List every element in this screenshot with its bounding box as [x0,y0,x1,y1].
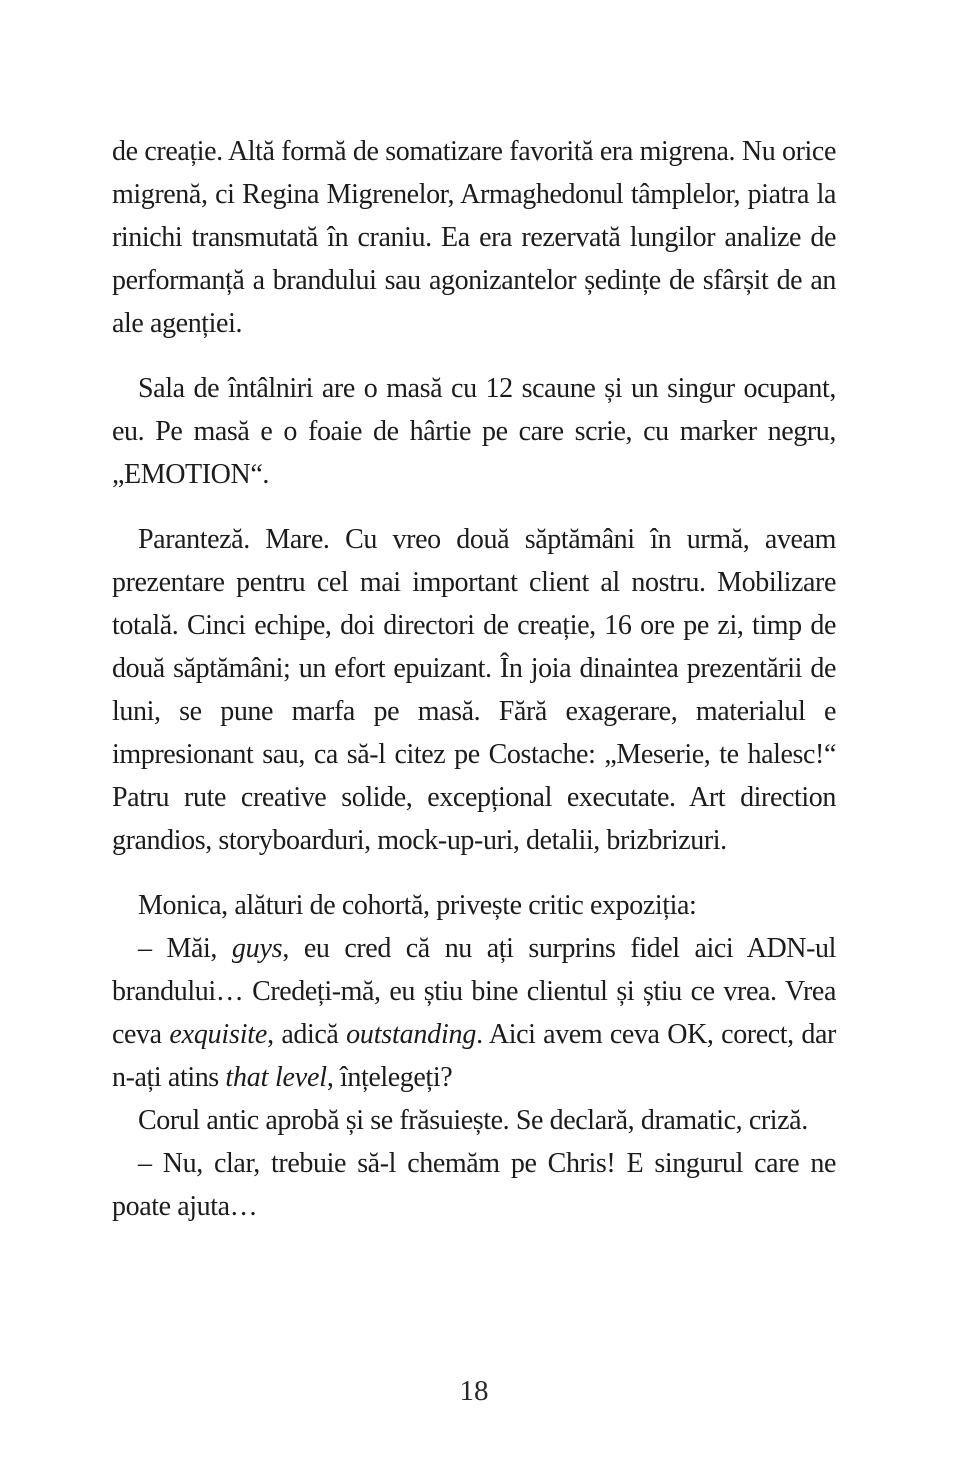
text-run-italic: guys [231,933,283,964]
page-text [112,130,836,1228]
text-run: – Măi, [138,933,232,964]
paragraph [112,1142,836,1228]
paragraph [112,130,836,345]
text-run: Monica, alături de cohortă, privește critic expoziția: [138,890,697,921]
text-run: , înțelegeți? [326,1062,453,1093]
paragraph [112,367,836,496]
text-run-italic: outstanding [346,1019,477,1050]
paragraph [112,884,836,927]
text-run-italic: that level [225,1062,327,1093]
text-run: de creație. Altă formă de somatizare favorită era migrena. Nu orice migrenă, ci Regina Migrenelor, Armaghedonul tâmplelor, piatra la rinichi transmutată în craniu. Ea era rezervată lungilor analize de performanță a brandului sau agonizantelor ședințe de sfârșit de an ale agenției. [112,136,836,339]
text-run: – Nu, clar, trebuie să-l chemăm pe Chris! E singurul care ne poate ajuta… [112,1148,836,1222]
text-run: , adică [267,1019,347,1050]
text-run: Paranteză. Mare. Cu vreo două săptămâni în urmă, aveam prezentare pentru cel mai important client al nostru. Mobilizare totală. Cinci echipe, doi directori de creație, 16 ore pe zi, timp de două săptămâni; un efort epuizant. În joia dinaintea prezentării de luni, se pune marfa pe masă. Fără exagerare, materialul e impresionant sau, ca să-l citez pe Costache: „Meserie, te halesc!“ Patru rute creative solide, excepțional executate. Art direction grandios, storyboarduri, mock-up-uri, detalii, brizbrizuri. [112,524,836,856]
text-run: Corul antic aprobă și se frăsuiește. Se declară, dramatic, criză. [138,1105,808,1136]
paragraph [112,927,836,1099]
text-run: , eu cred că nu ați surprins fidel aici ADN-ul brandului… Credeți-mă, eu știu bine clientul și știu ce vrea. Vrea ceva [112,933,836,1050]
paragraph [112,518,836,862]
text-run: Sala de întâlniri are o masă cu 12 scaune și un singur ocupant, eu. Pe masă e o foaie de hârtie pe care scrie, cu marker negru, „EMOTION“. [112,373,836,490]
paragraph [112,1099,836,1142]
page-number: 18 [459,1375,489,1407]
text-run-italic: exquisite [169,1019,268,1050]
text-run: . Aici avem ceva OK, corect, dar n-ați atins [112,1019,836,1093]
footer [112,1370,836,1413]
